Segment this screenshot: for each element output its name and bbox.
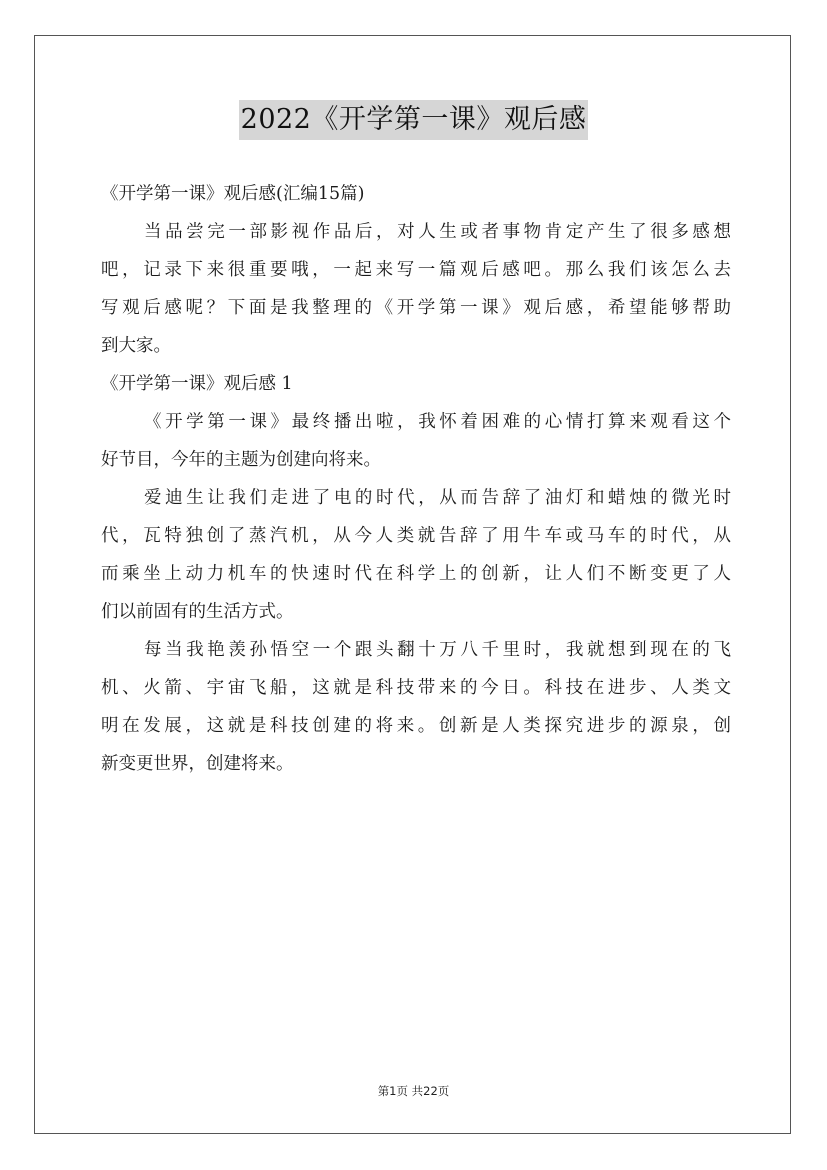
paragraph-line: 吧，记录下来很重要哦，一起来写一篇观后感吧。那么我们该怎么去	[101, 260, 731, 280]
paragraph-line: 当品尝完一部影视作品后，对人生或者事物肯定产生了很多感想	[144, 222, 731, 242]
paragraph-line: 们以前固有的生活方式。	[101, 602, 294, 622]
paragraph-line: 到大家。	[101, 336, 171, 356]
document-title: 2022《开学第一课》观后感	[239, 100, 589, 140]
title-container	[0, 100, 827, 140]
paragraph-line: 代，瓦特独创了蒸汽机，从今人类就告辞了用牛车或马车的时代，从	[101, 526, 731, 546]
paragraph-line: 而乘坐上动力机车的快速时代在科学上的创新，让人们不断变更了人	[101, 564, 731, 584]
paragraph-line: 爱迪生让我们走进了电的时代，从而告辞了油灯和蜡烛的微光时	[144, 488, 731, 508]
document-subtitle: 《开学第一课》观后感(汇编15篇)	[101, 184, 365, 204]
section-heading: 《开学第一课》观后感 1	[101, 374, 293, 394]
document-body	[101, 175, 731, 783]
paragraph-line: 写观后感呢？下面是我整理的《开学第一课》观后感，希望能够帮助	[101, 298, 731, 318]
paragraph-line: 明在发展，这就是科技创建的将来。创新是人类探究进步的源泉，创	[101, 716, 731, 736]
paragraph-line: 新变更世界，创建将来。	[101, 754, 294, 774]
paragraph-line: 每当我艳羡孙悟空一个跟头翻十万八千里时，我就想到现在的飞	[144, 640, 731, 660]
paragraph-line: 好节目，今年的主题为创建向将来。	[101, 450, 381, 470]
page-number: 第1页 共22页	[377, 1084, 450, 1098]
paragraph-line: 《开学第一课》最终播出啦，我怀着困难的心情打算来观看这个	[144, 412, 731, 432]
paragraph-line: 机、火箭、宇宙飞船，这就是科技带来的今日。科技在进步、人类文	[101, 678, 731, 698]
